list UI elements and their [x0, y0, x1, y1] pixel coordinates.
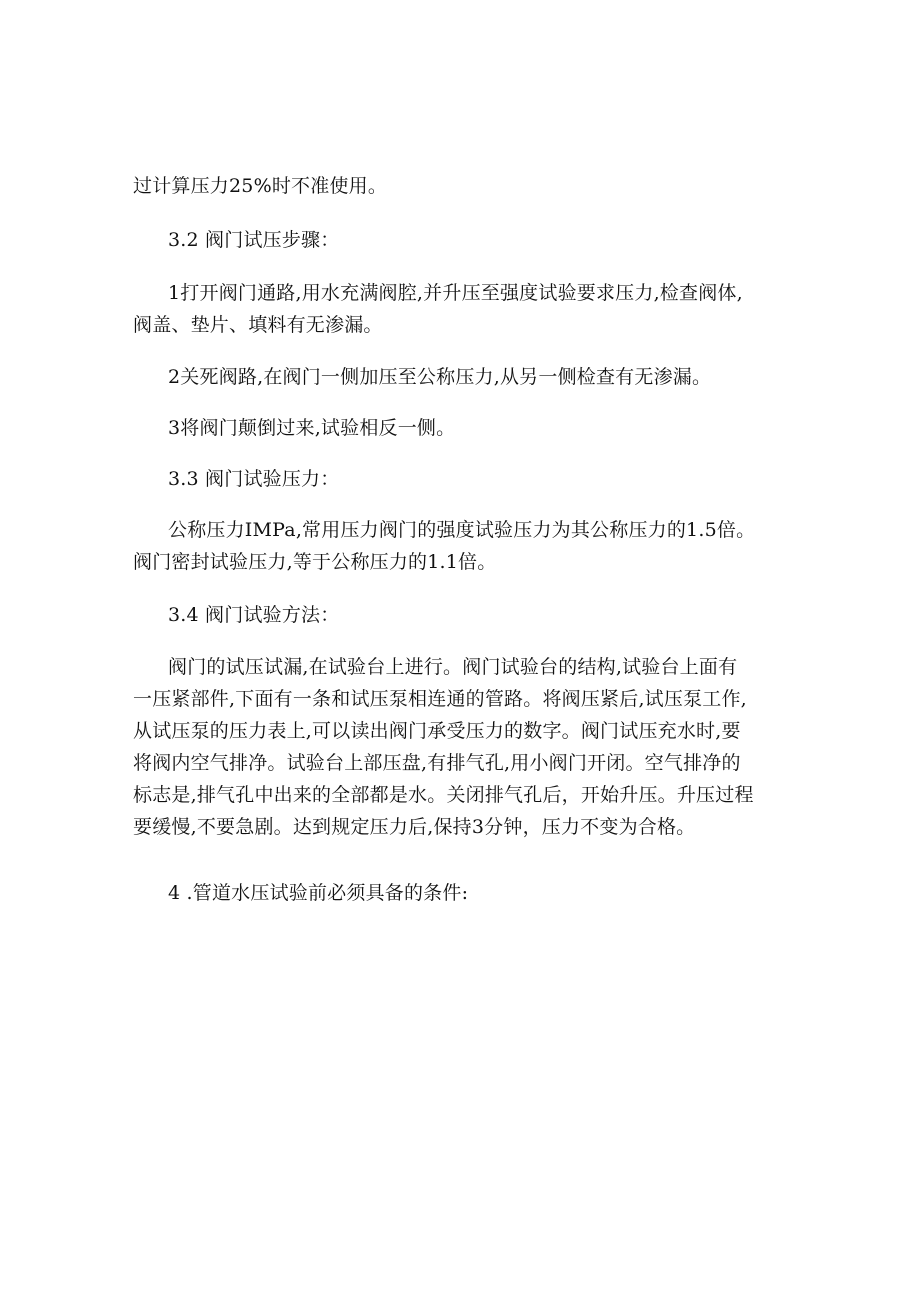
text-line: 阀门的试压试漏,在试验台上进行。阀门试验台的结构,试验台上面有	[168, 656, 738, 678]
text-line: 一压紧部件,下面有一条和试压泵相连通的管路。将阀压紧后,试压泵工作,	[133, 688, 747, 710]
text-line: 从试压泵的压力表上,可以读出阀门承受压力的数字。阀门试压充水时,要	[133, 720, 741, 742]
section-heading-3-4: 3.4 阀门试验方法：	[168, 604, 340, 626]
text-line: 阀盖、垫片、填料有无渗漏。	[133, 314, 383, 336]
text-line: 公称压力IMPa,常用压力阀门的强度试验压力为其公称压力的1.5倍。	[168, 519, 756, 541]
text-line: 过计算压力25%时不准使用。	[133, 175, 388, 197]
text-line: 3将阀门颠倒过来,试验相反一侧。	[168, 417, 456, 439]
text-line: 要缓慢,不要急剧。达到规定压力后,保持3分钟，压力不变为合格。	[133, 816, 696, 838]
section-heading-3-3: 3.3 阀门试验压力：	[168, 468, 340, 490]
text-line: 将阀内空气排净。试验台上部压盘,有排气孔,用小阀门开闭。空气排净的	[133, 752, 741, 774]
section-heading-4: 4 .管道水压试验前必须具备的条件:	[168, 882, 469, 904]
text-line: 2关死阀路,在阀门一侧加压至公称压力,从另一侧检查有无渗漏。	[168, 366, 712, 388]
text-line: 1打开阀门通路,用水充满阀腔,并升压至强度试验要求压力,检查阀体,	[168, 282, 743, 304]
section-heading-3-2: 3.2 阀门试压步骤：	[168, 229, 340, 251]
text-line: 阀门密封试验压力,等于公称压力的1.1倍。	[133, 551, 497, 573]
text-line: 标志是,排气孔中出来的全部都是水。关闭排气孔后，开始升压。升压过程	[133, 784, 754, 806]
